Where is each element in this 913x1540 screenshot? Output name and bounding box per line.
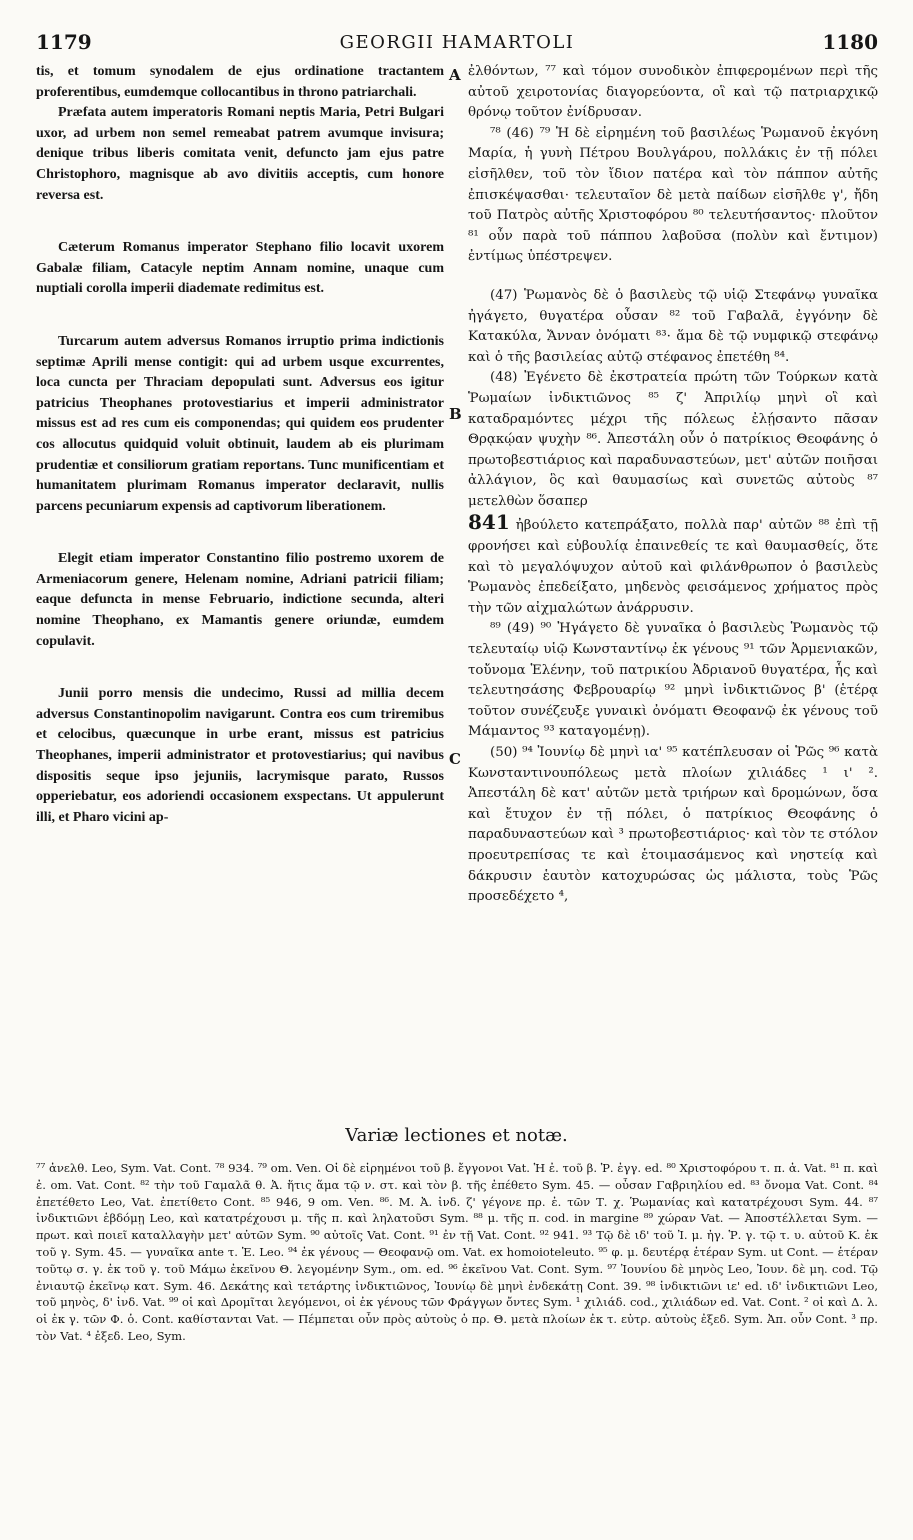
latin-paragraph: Præfata autem imperatoris Romani neptis Maria, Petri Bulgari uxor, ad urbem non semel remeabat patrem avumque invisura; denique tribus liberis comitata venit, defuncto jam ejus patre Christophoro, magnisque ab avo divitiis acceptis, cum honore reversa est. [36, 105, 444, 203]
greek-paragraph: ⁸⁹ (49) ⁹⁰ Ἠγάγετο δὲ γυναῖκα ὁ βασιλεὺς Ῥωμανὸς τῷ τελευταίῳ υἱῷ Κωνσταντίνῳ ἐκ γένους ⁹¹ τῶν Ἀρμενιακῶν, τοὔνομα Ἑλένην, τοῦ πατρικίου Ἀδριανοῦ θυγατέρα, ἧς καὶ τελευτησάσης Φεβρουαρίῳ ⁹² μηνὶ ἰνδικτιῶνος β' (ἑτέρᾳ τοῦτον συνέζευξε γυναικὶ ὀνόματι Θεοφανῷ ἐκ γένους τοῦ Μάμαντος ⁹³ καταγομένῃ). [468, 621, 878, 740]
page-header [36, 30, 878, 54]
notes-heading: Variæ lectiones et notæ. [345, 1125, 568, 1146]
greek-paragraph: (50) ⁹⁴ Ἰουνίῳ δὲ μηνὶ ια' ⁹⁵ κατέπλευσαν οἱ Ῥῶς ⁹⁶ κατὰ Κωνσταντινουπόλεως μετὰ πλοίων χιλιάδες ¹ ι' ². Ἀπεστάλη δὲ κατ' αὐτῶν μετὰ τριήρων καὶ δρομώνων, ὅσα καὶ ἔτυχον ἐν τῇ πόλει, ὁ πατρίκιος Θεοφάνης ὁ παραδυναστεύων καὶ ³ πρωτοβεστιάριος· καὶ τὸν τε στόλον προευτρεπίσας τε καὶ ἑτοιμασάμενος καὶ νηστείᾳ καὶ δάκρυσιν ἑαυτὸν κατοχυρώσας ὡς μάλιστα, τοὺς Ῥῶς προσεδέχετο ⁴, [468, 745, 878, 905]
greek-paragraph-continued [468, 512, 878, 619]
greek-paragraph: ⁷⁸ (46) ⁷⁹ Ἡ δὲ εἰρημένη τοῦ βασιλέως Ῥωμανοῦ ἐκγόνη Μαρία, ἡ γυνὴ Πέτρου Βουλγάρου, πολλάκις ἐν τῇ πόλει εἰσῆλθεν, τοῦ τὸν ἴδιον πατέρα καὶ τὸν πάππον αὐτῆς ἐπισκέψασθαι· τελευταῖον δὲ μετὰ παίδων εἰσῆλθε γ', ἤδη τοῦ Πατρὸς αὐτῆς Χριστοφόρου ⁸⁰ τελευτήσαντος· πλοῦτον ⁸¹ οὖν παρὰ τοῦ πάππου λαβοῦσα (πολὺν καὶ ἔντιμον) ἐντίμως ὑπέστρεψεν. [468, 125, 878, 265]
margin-letter-b: B [449, 405, 462, 423]
latin-paragraph: Turcarum autem adversus Romanos irruptio prima indictionis septimæ Aprili mense contigit: qui ad urbem usque excurrentes, loca cuncta per Thraciam depopulati sunt. Adversus eos igitur patricius Theophanes protovestiarius et imperii administrator missus est ad res cum eis componendas; qui quidem eos prudenter cos allocutus quidquid voluit obtinuit, laudem ab eis plurimam prudentiæ et consiliorum gratiam reportans. Tunc munificentiam et humanitatem plurimam Romanus imperator declaravit, nullis parcens pecuniarum expensis ad captivorum liberationem. [36, 333, 444, 514]
latin-paragraph: Elegit etiam imperator Constantino filio postremo uxorem de Armeniacorum genere, Helenam nomine, Adriani patricii filiam; eaque defuncta in mense Februario, indictione secunda, alteri nomine Theophano, ex Mamantis genere oriundæ, eumdem copulavit. [36, 551, 444, 649]
page-number-left: 1179 [36, 30, 92, 54]
greek-paragraph: ἐλθόντων, ⁷⁷ καὶ τόμον συνοδικὸν ἐπιφερομένων περὶ τῆς αὐτοῦ χειροτονίας διαγορεύοντα, οἳ καὶ τῷ πατριαρχικῷ θρόνῳ τοῦτον ἐνίδρυσαν. [468, 64, 878, 121]
latin-paragraph: Junii porro mensis die undecimo, Russi ad millia decem adversus Constantinopolim navigarunt. Contra eos cum triremibus et celocibus, quæcunque in urbe erant, missus est patricius Theophanes, imperii administrator et protovestiarius; qui navibus dispositis seque ipso jejuniis, lacrymisque parato, Russos opperiebatur, eos adoriendi occasionem exspectans. Ut appulerunt illi, et Pharo vicini ap- [36, 686, 444, 825]
greek-paragraph: (48) Ἐγένετο δὲ ἐκστρατεία πρώτη τῶν Τούρκων κατὰ Ῥωμαίων ἰνδικτιῶνος ⁸⁵ ζ' Ἀπριλίῳ μηνὶ οἳ καὶ καταδραμόντες μέχρι τῆς πόλεως ἐλῄσαντο πᾶσαν Θρᾳκῴαν ψυχὴν ⁸⁶. Ἀπεστάλη οὖν ὁ πατρίκιος Θεοφάνης ὁ πρωτοβεστιάριος καὶ παραδυναστεύων, μετ' αὐτῶν ποιῆσαι ἀλλάγιον, ὃς καὶ θαυμασίως καὶ συνετῶς αὐτοὺς ⁸⁷ μετελθὼν ὅσαπερ [468, 370, 878, 509]
greek-column [468, 62, 878, 908]
greek-text: ἠβούλετο κατεπράξατο, πολλὰ παρ' αὐτῶν ⁸⁸ ἐπὶ τῇ φρονήσει καὶ εὐβουλίᾳ ἐπαινεθείς τε καὶ θαυμασθείς, ὅτε καὶ τὸ μεγαλόψυχον αὐτοῦ καὶ φιλάνθρωπον ὁ βασιλεὺς Ῥωμανὸς ἐπεδείξατο, μηδενὸς φεισάμενος χρήματος πρὸς τὴν τῶν αἰχμαλώτων ἀνάρρυσιν. [468, 518, 878, 616]
latin-paragraph: Cæterum Romanus imperator Stephano filio locavit uxorem Gabalæ filiam, Catacyle neptim Annam nomine, unaque cum nuptiali corolla imperii diademate redimitus est. [36, 240, 444, 297]
margin-letter-a: A [449, 66, 461, 84]
latin-paragraph: tis, et tomum synodalem de ejus ordinatione tractantem proferentibus, eumdemque collocantibus in throno patriarchali. [36, 64, 444, 100]
page-number-right: 1180 [822, 30, 878, 54]
running-title: GEORGII HAMARTOLI [339, 32, 575, 53]
margin-letter-c: C [449, 750, 461, 768]
latin-column [36, 62, 444, 828]
critical-apparatus: ⁷⁷ ἀνελθ. Leo, Sym. Vat. Cont. ⁷⁸ 934. ⁷⁹ om. Ven. Οἱ δὲ εἰρημένοι τοῦ β. ἔγγονοι Vat. Ἡ ἐ. τοῦ β. Ῥ. ἐγγ. ed. ⁸⁰ Χριστοφόρου τ. π. ἀ. Vat. ⁸¹ π. καὶ ἐ. om. Vat. Cont. ⁸² τὴν τοῦ Γαμαλᾶ θ. Ἀ. ἥτις ἅμα τῷ ν. στ. καὶ τὸν β. τῆς ἐπέθετο Sym. 45. — οὖσαν Γαβριηλίου ed. ⁸³ ὄνομα Vat. Cont. ⁸⁴ ἐπετέθετο Leo, Vat. ἐπετίθετο Cont. ⁸⁵ 946, 9 om. Ven. ⁸⁶. Μ. Ἀ. ἰνδ. ζ' γέγονε πρ. ἐ. τῶν Τ. χ. Ῥωμανίας καὶ κατατρέχουσι Sym. 44. ⁸⁷ ἰνδικτιῶνι ἑβδόμῃ Leo, καὶ κατατρέχουσι μ. τῆς π. καὶ ληλατοῦσι Sym. ⁸⁸ μ. τῆς π. cod. in margine ⁸⁹ χώραν Vat. — Ἀποστέλλεται Sym. — πρωτ. καὶ ποιεῖ καταλλαγὴν μετ' αὐτῶν Sym. ⁹⁰ αὐτοῖς Vat. Cont. ⁹¹ ἐν τῇ Vat. Cont. ⁹² 941. ⁹³ Τῷ δὲ ιδ' τοῦ Ἰ. μ. ἠγ. Ῥ. γ. τῷ τ. υ. αὐτοῦ Κ. ἐκ τοῦ γ. Sym. 45. — γυναῖκα ante τ. Ἑ. Leo. ⁹⁴ ἐκ γένους — Θεοφανῷ om. Vat. ex homoioteleuto. ⁹⁵ φ. μ. δευτέρᾳ ἑτέραν Sym. ut Cont. — ἑτέραν τοῦτῳ σ. γ. ἐκ τοῦ γ. τοῦ Μάμω ἐκεῖνου Θ. λεγομένην Sym., om. ed. ⁹⁶ ἐκεῖνου Vat. Cont. Sym. ⁹⁷ Ἰουνίου δὲ μηνὸς Leo, Ἰουν. δὲ μη. cod. Τῷ ἐνιαυτῷ ἐκεῖνῳ κατ. Sym. 46. Δεκάτης καὶ τετάρτης ἰνδικτιῶνος, Ἰουνίῳ δὲ μηνὶ ἐνδεκάτῃ Cont. 39. ⁹⁸ ἰνδικτιῶνι ιε' ed. ιδ' ἰνδικτιῶνι Leo, τοῦ μηνὸς, δ' ἰνδ. Vat. ⁹⁹ οἱ καὶ Δρομῖται λεγόμενοι, οἱ ἐκ γένους τῶν Φράγγων ὄντες Sym. ¹ χιλιάδ. cod., χιλιάδων ed. Vat. Cont. ² οἱ καὶ Δ. λ. οἱ ἐκ γ. τῶν Φ. ὁ. Cont. καθίστανται Vat. — Πέμπεται οὖν πρὸς αὐτοὺς ὁ πρ. Θ. μετὰ πλοίων ἐκ τ. εὐτρ. αὐτοὺς ἐξεδ. Sym. Ἀπ. οὖν Cont. ³ πρ. τὸν Vat. ⁴ ἐξεδ. Leo, Sym. [36, 1161, 878, 1343]
page-mark: 841 [468, 510, 510, 535]
greek-paragraph: (47) Ῥωμανὸς δὲ ὁ βασιλεὺς τῷ υἱῷ Στεφάνῳ γυναῖκα ἠγάγετο, θυγατέρα οὖσαν ⁸² τοῦ Γαβαλᾶ, ἐγγόνην δὲ Κατακύλα, Ἄνναν ὀνόματι ⁸³· ἅμα δὲ τῷ νυμφικῷ στεφάνῳ καὶ ὁ τῆς βασιλείας αὐτῷ στέφανος ἐπετέθη ⁸⁴. [468, 287, 878, 365]
